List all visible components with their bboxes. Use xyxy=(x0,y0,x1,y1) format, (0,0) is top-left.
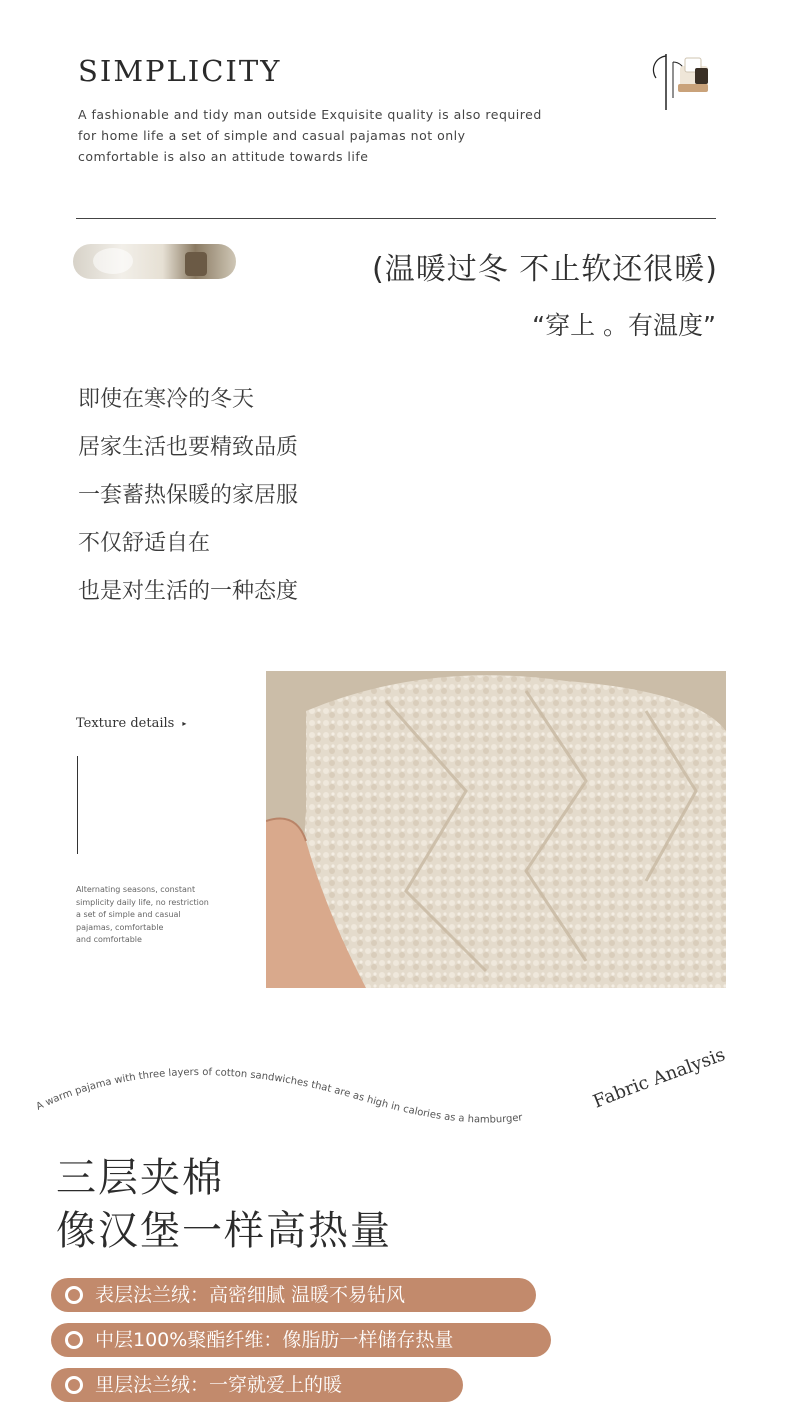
fleece-fabric-photo xyxy=(266,671,726,988)
play-arrow-icon: ▸ xyxy=(182,719,187,728)
layers-title-line1: 三层夹棉 xyxy=(56,1155,224,1201)
layer-item-outer xyxy=(51,1278,536,1312)
texture-title xyxy=(76,716,186,731)
poem-block xyxy=(78,376,298,616)
circle-bullet-icon xyxy=(65,1331,83,1349)
poem-line: 即使在寒冷的冬天 xyxy=(78,387,255,412)
circle-bullet-icon xyxy=(65,1376,83,1394)
intro-text xyxy=(78,104,618,167)
layer-item-middle xyxy=(51,1323,551,1357)
curve-text: A warm pajama with three layers of cotton sandwiches that are as high in calories as a hamburger xyxy=(34,1066,524,1126)
layer-item-label: 里层法兰绒：一穿就爱上的暖 xyxy=(95,1374,343,1396)
intro-line: comfortable is also an attitude towards life xyxy=(78,149,369,164)
interior-photo-pill xyxy=(73,244,236,279)
fabric-analysis-banner xyxy=(0,1020,790,1140)
lamp-shape xyxy=(185,252,207,276)
texture-description-line: and comfortable xyxy=(76,935,142,944)
hero-subhead: “穿上 。有温度” xyxy=(532,311,716,340)
intro-line: for home life a set of simple and casual pajamas not only xyxy=(78,128,466,143)
texture-title-text: Texture details xyxy=(76,716,175,731)
fabric-analysis-label: Fabric Analysis xyxy=(590,1044,729,1113)
layer-item-inner xyxy=(51,1368,463,1402)
poem-line: 一套蓄热保暖的家居服 xyxy=(78,483,299,508)
hero-headline: (温暖过冬 不止软还很暖) xyxy=(372,252,718,287)
brand-logo-icon xyxy=(652,48,714,114)
poem-line: 不仅舒适自在 xyxy=(78,531,211,556)
poem-line: 也是对生活的一种态度 xyxy=(78,579,299,604)
texture-description-line: Alternating seasons, constant xyxy=(76,885,196,894)
texture-description-line: simplicity daily life, no restriction xyxy=(76,897,209,907)
texture-description-line: a set of simple and casual xyxy=(76,910,181,919)
section-divider xyxy=(76,218,716,219)
vertical-divider xyxy=(77,756,78,854)
poem-line: 居家生活也要精致品质 xyxy=(78,435,299,460)
light-shade-shape xyxy=(93,248,133,274)
texture-description-line: pajamas, comfortable xyxy=(76,922,164,932)
brand-title: SIMPLICITY xyxy=(78,54,282,88)
circle-bullet-icon xyxy=(65,1286,83,1304)
layers-title-line2: 像汉堡一样高热量 xyxy=(56,1208,392,1254)
layer-item-label: 中层100%聚酯纤维：像脂肪一样储存热量 xyxy=(95,1329,454,1351)
texture-description xyxy=(76,884,246,947)
layer-item-label: 表层法兰绒：高密细腻 温暖不易钻风 xyxy=(95,1284,406,1306)
intro-line: A fashionable and tidy man outside Exquisite quality is also required xyxy=(78,107,542,122)
